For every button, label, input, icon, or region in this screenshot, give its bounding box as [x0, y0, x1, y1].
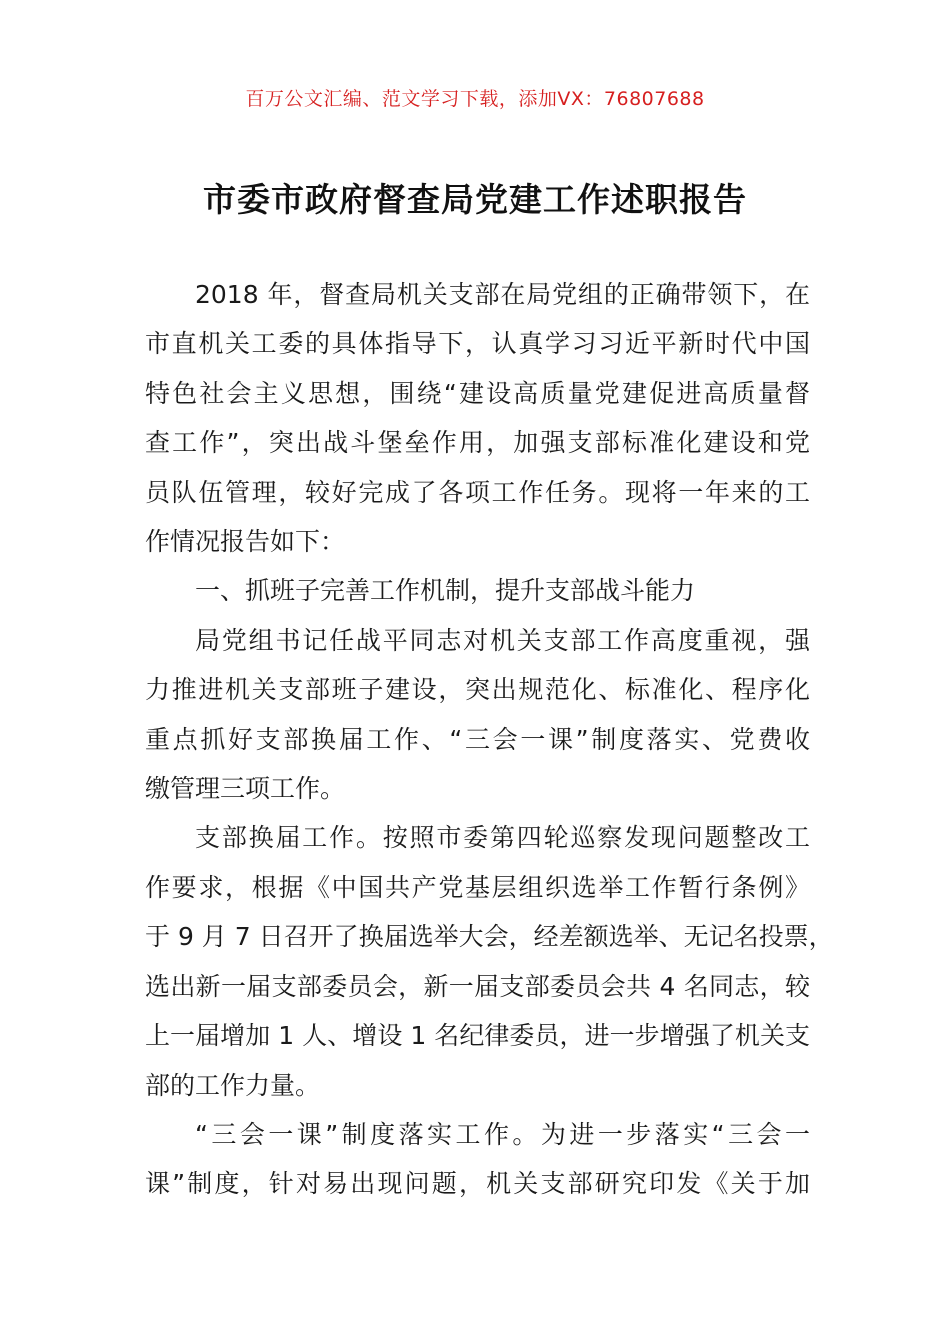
text-line: 作要求，根据《中国共产党基层组织选举工作暂行条例》 — [145, 872, 810, 902]
text-line: 重点抓好支部换届工作、“三会一课”制度落实、党费收 — [145, 724, 810, 754]
text-line: 上一届增加 1 人、增设 1 名纪律委员，进一步增强了机关支 — [145, 1021, 810, 1051]
header-note: 百万公文汇编、范文学习下载，添加VX：76807688 — [245, 88, 705, 110]
document-body — [145, 270, 834, 1209]
text-line: 选出新一届支部委员会，新一届支部委员会共 4 名同志，较 — [145, 971, 810, 1001]
text-line: 部的工作力量。 — [145, 1070, 321, 1100]
paragraph-three-meetings — [145, 1110, 810, 1209]
text-line: 于 9 月 7 日召开了换届选举大会，经差额选举、无记名投票， — [145, 922, 834, 952]
text-line: 2018 年，督查局机关支部在局党组的正确带领下，在 — [195, 280, 810, 309]
text-line: “三会一课”制度落实工作。为进一步落实“三会一 — [195, 1119, 810, 1149]
text-line: 特色社会主义思想，围绕“建设高质量党建促进高质量督 — [145, 378, 810, 408]
text-line: 作情况报告如下： — [145, 527, 346, 557]
page-title: 市委市政府督查局党建工作述职报告 — [203, 180, 747, 219]
text-line: 员队伍管理，较好完成了各项工作任务。现将一年来的工 — [145, 477, 810, 507]
paragraph-intro — [145, 270, 810, 566]
text-line: 缴管理三项工作。 — [145, 774, 346, 804]
paragraph-leadership — [145, 616, 810, 814]
text-line: 局党组书记任战平同志对机关支部工作高度重视，强 — [195, 625, 810, 655]
text-line: 市直机关工委的具体指导下，认真学习习近平新时代中国 — [145, 329, 810, 359]
text-line: 查工作”，突出战斗堡垒作用，加强支部标准化建设和党 — [145, 428, 810, 458]
paragraph-election — [145, 813, 834, 1109]
text-line: 支部换届工作。按照市委第四轮巡察发现问题整改工 — [195, 823, 810, 853]
text-line: 力推进机关支部班子建设，突出规范化、标准化、程序化 — [145, 675, 810, 705]
text-line: 课”制度，针对易出现问题，机关支部研究印发《关于加 — [145, 1169, 810, 1199]
section-heading: 一、抓班子完善工作机制，提升支部战斗能力 — [195, 576, 696, 606]
